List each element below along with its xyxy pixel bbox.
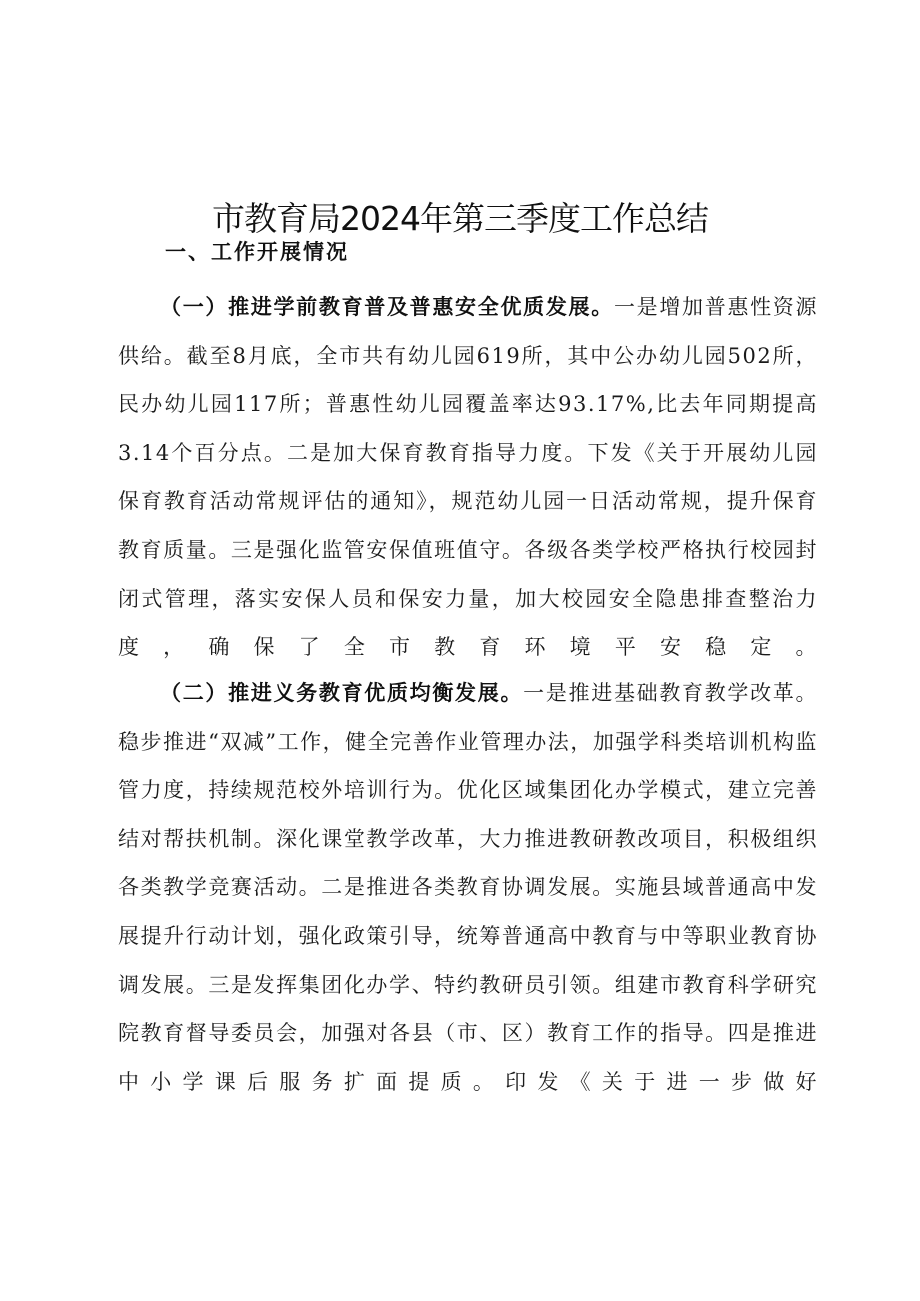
document-title: 市教育局2024年第三季度工作总结 <box>212 199 708 239</box>
paragraph-body: 一是推进基础教育教学改革。稳步推进“双减”工作，健全完善作业管理办法，加强学科类培训机构监管力度，持续规范校外培训行为。优化区域集团化办学模式，建立完善结对帮扶机制。深化课堂教学改革，大力推进教研教改项目，积极组织各类教学竞赛活动。二是推进各类教育协调发展。实施县域普通高中发展提升行动计划，强化政策引导，统筹普通高中教育与中等职业教育协调发展。三是发挥集团化办学、特约教研员引领。组建市教育科学研究院教育督导委员会，加强对各县（市、区）教育工作的指导。四是推进中小学课后服务扩面提质。印发《关于进一步做好 <box>118 681 819 1094</box>
paragraph-lead: （一）推进学前教育普及普惠安全优质发展。 <box>160 294 614 319</box>
paragraph-compulsory-education <box>118 669 818 1106</box>
section-heading: 一、工作开展情况 <box>165 239 349 264</box>
paragraph-lead: （二）推进义务教育优质均衡发展。 <box>160 680 524 705</box>
paragraph-body: 一是增加普惠性资源供给。截至8月底，全市共有幼儿园619所，其中公办幼儿园502所，民办幼儿园117所；普惠性幼儿园覆盖率达93.17%,比去年同期提高3.14个百分点。二是加大保育教育指导力度。下发《关于开展幼儿园保育教育活动常规评估的通知》，规范幼儿园一日活动常规，提升保育教育质量。三是强化监管安保值班值守。各级各类学校严格执行校园封闭式管理，落实安保人员和保安力量，加大校园安全隐患排查整治力度，确保了全市教育环境平安稳定。 <box>118 295 819 660</box>
paragraph-preschool <box>118 283 818 672</box>
